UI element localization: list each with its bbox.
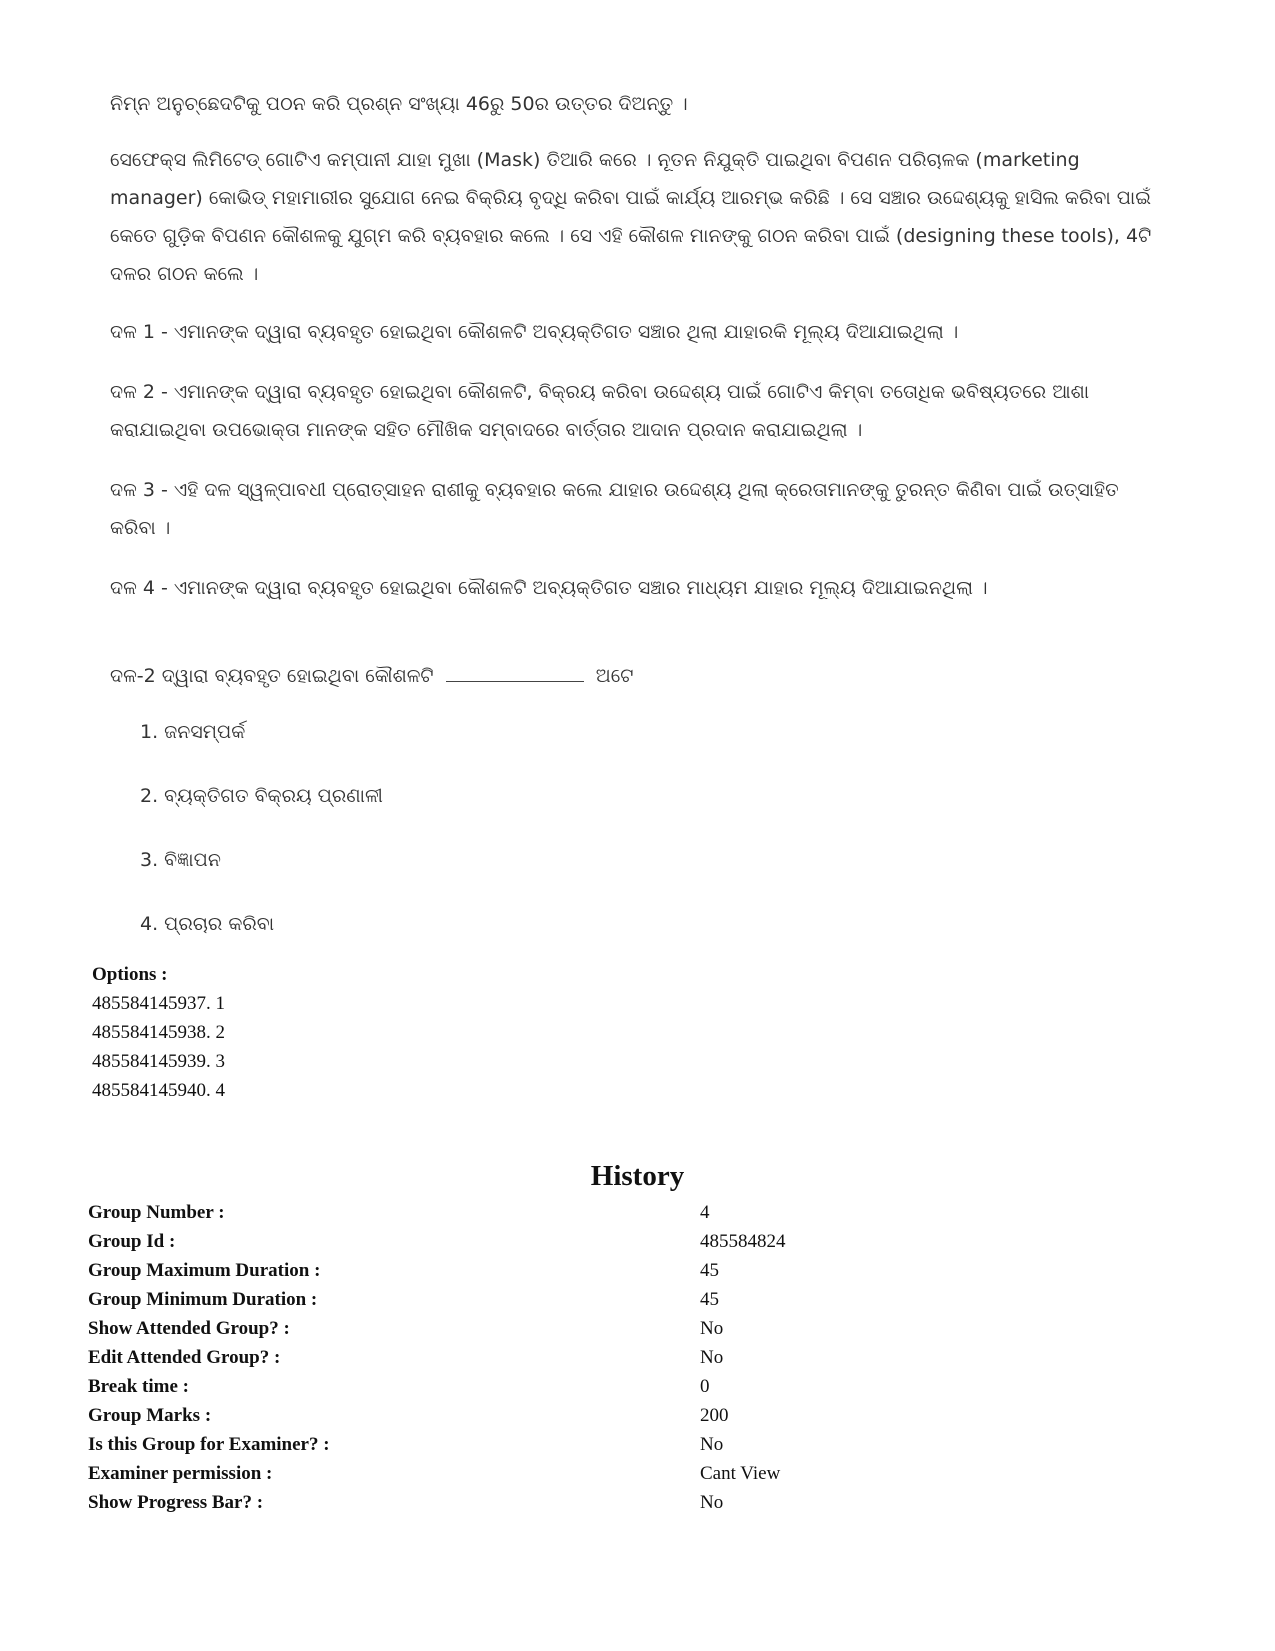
choice-item: 3. ବିଜ୍ଞାପନ — [140, 849, 221, 871]
answer-blank — [446, 659, 584, 682]
choice-item: 4. ପ୍ରଚାର କରିବା — [140, 913, 275, 935]
group-min-duration-label: Group Minimum Duration : — [88, 1289, 318, 1310]
group-id-label: Group Id : — [88, 1231, 176, 1252]
group-description-2: ଦଳ 2 - ଏମାନଙ୍କ ଦ୍ୱାରା ବ୍ୟବହୃତ ହୋଇଥିବା କୌଶଳଟି, ବିକ୍ରୟ କରିବା ଉଦ୍ଦେଶ୍ୟ ପାଇଁ ଗୋଟିଏ କିମ୍ବା ତତୋଧିକ ଭବିଷ୍ୟତରେ ଆଶା କରାଯାଇଥିବା ଉପଭୋକ୍ତା ମାନଙ୍କ ସହିତ ମୌଖିକ ସମ୍ବାଦରେ ବାର୍ତ୍ତାର ଆଦାନ ପ୍ରଦାନ କରାଯାଇଥିଲା । — [110, 381, 1090, 441]
table-row — [88, 1202, 786, 1231]
table-row — [88, 1347, 786, 1376]
group-min-duration-value: 45 — [700, 1289, 719, 1310]
option-item: 485584145937. 1 — [92, 993, 225, 1014]
question-stem — [110, 657, 1170, 695]
table-row — [88, 1231, 786, 1260]
table-row — [88, 1492, 786, 1521]
show-progress-bar-label: Show Progress Bar? : — [88, 1492, 264, 1513]
question-intro: ନିମ୍ନ ଅନୁଚ୍ଛେଦଟିକୁ ପଠନ କରି ପ୍ରଶ୍ନ ସଂଖ୍ୟା 46ରୁ 50ର ଉତ୍ତର ଦିଅନ୍ତୁ । — [110, 93, 688, 115]
examiner-permission-label: Examiner permission : — [88, 1463, 273, 1484]
edit-attended-label: Edit Attended Group? : — [88, 1347, 281, 1368]
question-stem-suffix: ଅଟେ — [595, 665, 634, 687]
table-row — [88, 1376, 786, 1405]
group-marks-value: 200 — [700, 1405, 729, 1426]
group-id-value: 485584824 — [700, 1231, 786, 1252]
options-block — [92, 960, 225, 1105]
group-number-value: 4 — [700, 1202, 710, 1223]
table-row — [88, 1434, 786, 1463]
table-row — [88, 1318, 786, 1347]
question-passage: ସେଫେକ୍ସ ଲିମିଟେଡ୍ ଗୋଟିଏ କମ୍ପାନୀ ଯାହା ମୁଖା (Mask) ତିଆରି କରେ । ନୂତନ ନିଯୁକ୍ତି ପାଇଥିବା ବିପଣନ ପରିଚାଳକ (marketing manager) କୋଭିଡ୍ ମହାମାରୀର ସୁଯୋଗ ନେଇ ବିକ୍ରିୟ ବୃଦ୍ଧି କରିବା ପାଇଁ କାର୍ଯ୍ୟ ଆରମ୍ଭ କରିଛି । ସେ ସଞ୍ଚାର ଉଦ୍ଦେଶ୍ୟକୁ ହାସିଲ କରିବା ପାଇଁ କେତେ ଗୁଡ଼ିକ ବିପଣନ କୌଶଳକୁ ଯୁଗ୍ମ କରି ବ୍ୟବହାର କଲେ । ସେ ଏହି କୌଶଳ ମାନଙ୍କୁ ଗଠନ କରିବା ପାଇଁ (designing these tools), 4ଟି ଦଳର ଗଠନ କଲେ । — [110, 149, 1152, 285]
choice-item: 2. ବ୍ୟକ୍ତିଗତ ବିକ୍ରୟ ପ୍ରଣାଳୀ — [140, 785, 383, 807]
group-description-3: ଦଳ 3 - ଏହି ଦଳ ସ୍ୱଳ୍ପାବଧୀ ପ୍ରୋତ୍ସାହନ ରାଶୀକୁ ବ୍ୟବହାର କଲେ ଯାହାର ଉଦ୍ଦେଶ୍ୟ ଥିଲା କ୍ରେତାମାନଙ୍କୁ ତୁରନ୍ତ କିଣିବା ପାଇଁ ଉତ୍ସାହିତ କରିବା । — [110, 479, 1119, 539]
choice-list — [140, 713, 1170, 969]
break-time-label: Break time : — [88, 1376, 189, 1397]
show-progress-bar-value: No — [700, 1492, 724, 1513]
break-time-value: 0 — [700, 1376, 710, 1397]
section-title: History — [590, 1160, 685, 1192]
table-row — [88, 1289, 786, 1318]
group-max-duration-value: 45 — [700, 1260, 719, 1281]
option-item: 485584145938. 2 — [92, 1022, 225, 1043]
examiner-group-value: No — [700, 1434, 724, 1455]
examiner-permission-value: Cant View — [700, 1463, 781, 1484]
edit-attended-value: No — [700, 1347, 724, 1368]
question-image — [110, 85, 1170, 969]
table-row — [88, 1405, 786, 1434]
group-description-4: ଦଳ 4 - ଏମାନଙ୍କ ଦ୍ୱାରା ବ୍ୟବହୃତ ହୋଇଥିବା କୌଶଳଟି ଅବ୍ୟକ୍ତିଗତ ସଞ୍ଚାର ମାଧ୍ୟମ ଯାହାର ମୂଲ୍ୟ ଦିଆଯାଇନଥିଲା । — [110, 577, 988, 599]
choice-item: 1. ଜନସମ୍ପର୍କ — [140, 721, 246, 743]
examiner-group-label: Is this Group for Examiner? : — [88, 1434, 330, 1455]
table-row — [88, 1260, 786, 1289]
options-label: Options : — [92, 964, 168, 985]
table-row — [88, 1463, 786, 1492]
group-description-1: ଦଳ 1 - ଏମାନଙ୍କ ଦ୍ୱାରା ବ୍ୟବହୃତ ହୋଇଥିବା କୌଶଳଟି ଅବ୍ୟକ୍ତିଗତ ସଞ୍ଚାର ଥିଲା ଯାହାରକି ମୂଲ୍ୟ ଦିଆଯାଇଥିଲା । — [110, 321, 959, 343]
group-info-table — [88, 1202, 786, 1521]
option-item: 485584145940. 4 — [92, 1080, 225, 1101]
option-item: 485584145939. 3 — [92, 1051, 225, 1072]
group-number-label: Group Number : — [88, 1202, 225, 1223]
show-attended-value: No — [700, 1318, 724, 1339]
group-max-duration-label: Group Maximum Duration : — [88, 1260, 321, 1281]
question-stem-text: ଦଳ-2 ଦ୍ୱାରା ବ୍ୟବହୃତ ହୋଇଥିବା କୌଶଳଟି — [110, 665, 434, 687]
show-attended-label: Show Attended Group? : — [88, 1318, 290, 1339]
group-marks-label: Group Marks : — [88, 1405, 212, 1426]
